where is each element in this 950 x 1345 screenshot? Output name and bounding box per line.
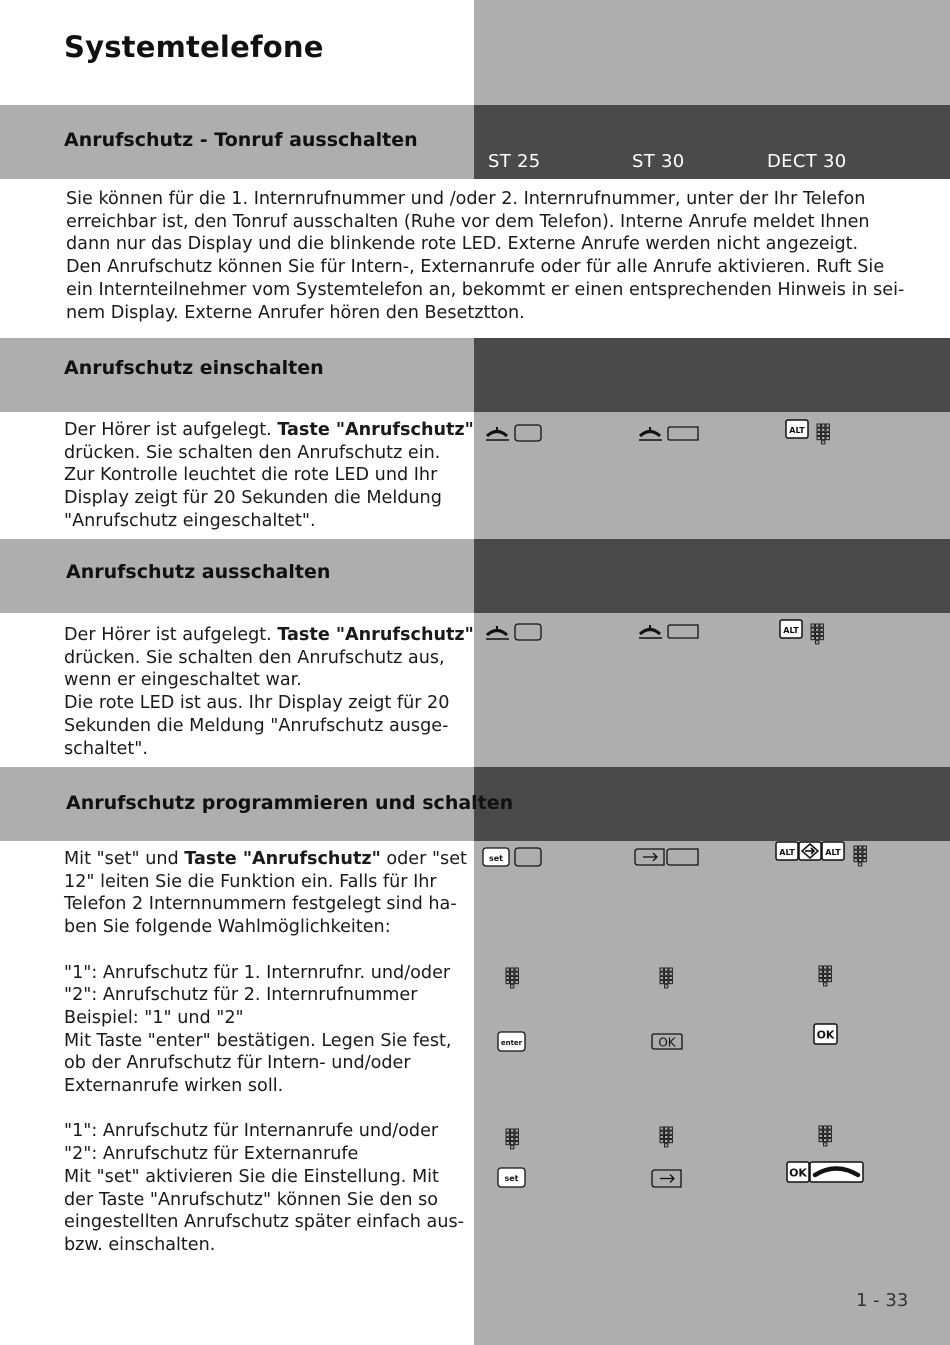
ausschalten-paragraph <box>64 624 474 760</box>
keypad-grid <box>819 966 831 986</box>
handset-on-hook-function-key-icon <box>484 422 544 444</box>
column-header-band <box>474 105 950 179</box>
ausschalten-line: schaltet". <box>64 738 148 759</box>
column-label-st30: ST 30 <box>632 151 685 172</box>
ausschalten-line: wenn er eingeschaltet war. <box>64 670 302 691</box>
programmieren-line: Externanrufe wirken soll. <box>64 1076 284 1097</box>
ok-key-label: OK <box>658 1035 676 1050</box>
alt-key-label: ALT <box>825 848 841 857</box>
programmieren-line: der Taste "Anrufschutz" können Sie den so <box>64 1189 439 1210</box>
ok-key-label: OK <box>816 1028 835 1042</box>
text-run: Mit "set" und <box>64 849 185 869</box>
keypad-grid <box>817 424 829 444</box>
keypad-grid <box>660 1127 672 1147</box>
programmieren-line: "2": Anrufschutz für Externanrufe <box>64 1144 359 1165</box>
keypad-grid <box>819 1126 831 1146</box>
keypad-grid <box>854 846 866 866</box>
ausschalten-line: Die rote LED ist aus. Ihr Display zeigt für 20 <box>64 693 450 714</box>
keypad-grid <box>811 624 823 644</box>
dark-band-programmieren <box>474 767 950 841</box>
programmieren-line: 12" leiten Sie die Funktion ein. Falls für Ihr <box>64 871 437 892</box>
dark-band-einschalten <box>474 338 950 412</box>
text-run: oder "set <box>380 849 467 869</box>
einschalten-line: drücken. Sie schalten den Anrufschutz ein. <box>64 442 441 463</box>
arrow-key-function-key-icon <box>634 846 700 868</box>
alt-key-label: ALT <box>783 626 799 635</box>
keypad-icon <box>505 967 521 991</box>
einschalten-line: Display zeigt für 20 Sekunden die Meldung <box>64 488 442 509</box>
alt-arrow-alt-keypad-icon <box>775 841 871 869</box>
ok-key-label: OK <box>789 1166 807 1180</box>
programmieren-line <box>64 1098 474 1121</box>
set-key-function-key-icon <box>482 846 544 870</box>
key-name-bold: Taste "Anrufschutz" <box>184 849 381 869</box>
enter-key-icon <box>497 1030 527 1054</box>
keypad-grid <box>506 1129 518 1149</box>
intro-line: Sie können für die 1. Internrufnummer und /oder 2. Internrufnummer, unter der Ihr Telefon <box>66 189 866 209</box>
intro-line: erreichbar ist, den Tonruf ausschalten (Ruhe vor dem Telefon). Interne Anrufe meldet Ihnen <box>66 211 870 232</box>
set-key-label: set <box>504 1174 519 1183</box>
ok-key-icon <box>650 1032 684 1052</box>
programmieren-line: ob der Anrufschutz für Intern- und/oder <box>64 1053 411 1074</box>
intro-line: nem Display. Externe Anrufer hören den Besetztton. <box>66 302 525 323</box>
set-key-label: set <box>488 854 504 863</box>
intro-line: ein Internteilnehmer vom Systemtelefon an, bekommt er einen entsprechenden Hinweis in sei- <box>66 279 905 300</box>
programmieren-paragraph <box>64 848 474 1257</box>
ok-key-end-call-icon <box>786 1160 866 1186</box>
keypad-grid <box>660 968 672 988</box>
alt-key-keypad-icon <box>785 419 837 445</box>
text-run: Der Hörer ist aufgelegt. <box>64 625 278 645</box>
keypad-icon <box>659 967 675 991</box>
programmieren-line: Mit Taste "enter" bestätigen. Legen Sie fest, <box>64 1030 452 1051</box>
programmieren-line: bzw. einschalten. <box>64 1234 216 1255</box>
programmieren-line: "1": Anrufschutz für Internanrufe und/oder <box>64 1121 439 1142</box>
keypad-icon <box>818 1125 834 1149</box>
arrow-key-icon <box>650 1168 684 1190</box>
keypad-icon <box>659 1126 675 1150</box>
programmieren-line: Telefon 2 Internnummern festgelegt sind ha- <box>64 894 457 915</box>
alt-key-label: ALT <box>789 426 805 435</box>
dark-band-ausschalten <box>474 539 950 613</box>
einschalten-line: Zur Kontrolle leuchtet die rote LED und Ihr <box>64 465 438 486</box>
set-key-icon <box>497 1166 527 1190</box>
intro-paragraph <box>66 188 926 324</box>
text-run: Der Hörer ist aufgelegt. <box>64 420 278 440</box>
programmieren-line: Mit "set" aktivieren Sie die Einstellung. Mit <box>64 1166 439 1187</box>
page-number: 1 - 33 <box>856 1290 909 1311</box>
heading-tonruf: Anrufschutz - Tonruf ausschalten <box>64 129 418 151</box>
programmieren-line: "2": Anrufschutz für 2. Internrufnummer <box>64 985 418 1006</box>
programmieren-line: Beispiel: "1" und "2" <box>64 1007 244 1028</box>
alt-key-keypad-icon <box>779 619 831 645</box>
handset-on-hook-function-key-icon <box>484 621 544 643</box>
programmieren-line <box>64 939 474 962</box>
key-name-bold: Taste "Anrufschutz" <box>277 625 474 645</box>
keypad-grid <box>506 968 518 988</box>
programmieren-line: ben Sie folgende Wahlmöglichkeiten: <box>64 917 391 938</box>
programmieren-line: eingestellten Anrufschutz später einfach aus- <box>64 1212 464 1233</box>
keypad-icon <box>505 1128 521 1152</box>
heading-einschalten: Anrufschutz einschalten <box>64 357 324 379</box>
einschalten-line <box>64 419 474 442</box>
heading-ausschalten: Anrufschutz ausschalten <box>66 561 331 583</box>
handset-on-hook-function-key-icon <box>637 620 701 642</box>
intro-line: dann nur das Display und die blinkende rote LED. Externe Anrufe werden nicht angezeigt. <box>66 234 859 255</box>
intro-line: Den Anrufschutz können Sie für Intern-, Externanrufe oder für alle Anrufe aktivieren. Ruft Sie <box>66 257 885 278</box>
heading-programmieren: Anrufschutz programmieren und schalten <box>66 792 514 814</box>
column-label-st25: ST 25 <box>488 151 541 172</box>
key-name-bold: Taste "Anrufschutz" <box>277 420 474 440</box>
ok-key-icon <box>813 1023 839 1047</box>
enter-key-label: enter <box>500 1039 523 1047</box>
einschalten-line: "Anrufschutz eingeschaltet". <box>64 510 316 531</box>
alt-key-label: ALT <box>779 848 795 857</box>
programmieren-line <box>64 848 474 871</box>
programmieren-line: "1": Anrufschutz für 1. Internrufnr. und/oder <box>64 962 451 983</box>
handset-on-hook-function-key-icon <box>637 422 701 444</box>
keypad-icon <box>818 965 834 989</box>
einschalten-paragraph <box>64 419 474 533</box>
ausschalten-line: drücken. Sie schalten den Anrufschutz aus, <box>64 647 445 668</box>
ausschalten-line: Sekunden die Meldung "Anrufschutz ausge- <box>64 715 449 736</box>
page-title: Systemtelefone <box>64 30 324 64</box>
ausschalten-line <box>64 624 474 647</box>
column-label-dect30: DECT 30 <box>767 151 847 172</box>
